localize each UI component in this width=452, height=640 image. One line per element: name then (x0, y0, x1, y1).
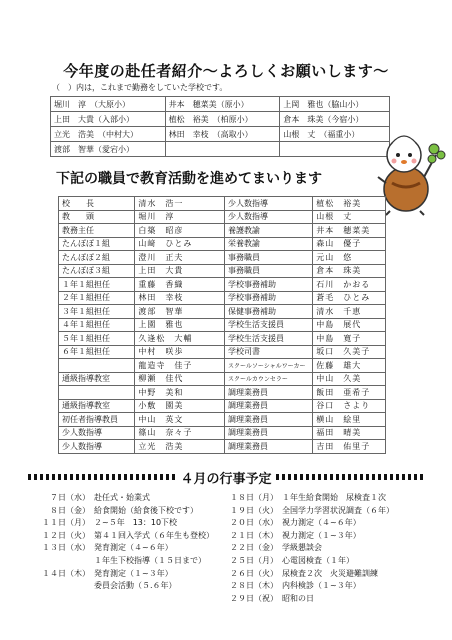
roster-row (59, 237, 386, 251)
name-cell: 澄川 正夫 (135, 251, 225, 265)
role-cell: 調理業務員 (224, 386, 312, 400)
event-item (20, 568, 220, 581)
event-item (20, 555, 220, 568)
role-cell: 通級指導教室 (59, 399, 135, 413)
name-cell: 堀川 淳 (135, 210, 225, 224)
name-cell: 柳瀬 佳代 (135, 372, 225, 386)
name-cell: 山﨑 ひとみ (135, 237, 225, 251)
name-cell: 篠山 奈々子 (135, 426, 225, 440)
staff-cell: 井本 穂菜美（原小） (165, 97, 280, 112)
role-cell: スクールカウンセラー (224, 372, 312, 386)
name-cell: 横山 絵里 (313, 413, 386, 427)
role-cell: 調理業務員 (224, 399, 312, 413)
role-cell: １年１組担任 (59, 278, 135, 292)
name-cell: 吉田 佑里子 (313, 440, 386, 454)
role-cell: スクールソーシャルワーカー (224, 359, 312, 373)
event-text: 給食開始（給食後下校です） (94, 505, 198, 515)
event-text: 赴任式・始業式 (94, 493, 150, 502)
name-cell: 福田 晴美 (313, 426, 386, 440)
name-cell: 渡部 智華 (135, 305, 225, 319)
event-item (222, 593, 442, 606)
roster-row (59, 426, 386, 440)
staff-cell: 堀川 淳 （大原小） (51, 97, 166, 112)
role-cell: 少人数指導 (224, 210, 312, 224)
event-date: ２２日（金） (230, 543, 278, 553)
name-cell: 倉本 珠美 (313, 264, 386, 278)
roster-row (59, 399, 386, 413)
role-cell: 通級指導教室 (59, 372, 135, 386)
name-cell: 小敷 園美 (135, 399, 225, 413)
role-cell: たんぽぽ２組 (59, 251, 135, 265)
staff-row (51, 112, 390, 127)
event-text: 内科検診（１~３年） (282, 581, 361, 591)
event-text: 第４１回入学式（６年生も登校） (94, 530, 214, 540)
event-text: 心電図検査（１年） (282, 555, 354, 565)
name-cell: 飯田 亜希子 (313, 386, 386, 400)
name-cell: 佐藤 雄大 (313, 359, 386, 373)
roster-row (59, 305, 386, 319)
role-cell: ５年１組担任 (59, 332, 135, 346)
roster-row (59, 413, 386, 427)
staff-row (51, 142, 390, 157)
staff-cell: 林田 幸枝 （高取小） (165, 127, 280, 142)
event-text: ２~５年 13：10下校 (94, 518, 178, 528)
roster-row (59, 291, 386, 305)
event-date: ７日（水） (50, 493, 90, 502)
event-date: ２０日（水） (230, 518, 278, 528)
role-cell: ２年１組担任 (59, 291, 135, 305)
event-item (222, 505, 442, 518)
name-cell: 中山 久美 (313, 372, 386, 386)
name-cell: 白築 昭彦 (135, 224, 225, 238)
staff-roster-table (58, 196, 386, 454)
name-cell: 坂口 久美子 (313, 345, 386, 359)
role-cell: 学校事務補助 (224, 291, 312, 305)
event-text: 昭和の日 (282, 593, 314, 603)
staff-cell: 立光 浩美 （中村大） (51, 127, 166, 142)
staff-row (51, 97, 390, 112)
event-date (20, 555, 94, 568)
page-title: 今年度の赴任者紹介～よろしくお願いします～ (63, 62, 389, 80)
event-text: 視力測定（１~３年） (282, 530, 361, 540)
roster-row (59, 332, 386, 346)
name-cell: 井本 穂菜美 (313, 224, 386, 238)
role-cell: 初任者指導教員 (59, 413, 135, 427)
roster-row (59, 278, 386, 292)
roster-row (59, 224, 386, 238)
name-cell: 植松 裕美 (313, 197, 386, 211)
staff-cell: 倉本 珠美（今宿小） (280, 112, 390, 127)
staff-cell: 植松 裕美 （柏原小） (165, 112, 280, 127)
event-date: ２５日（月） (230, 555, 278, 565)
role-cell: 学校事務補助 (224, 278, 312, 292)
event-item (222, 555, 442, 568)
event-text: 委員会活動（５.６年） (94, 581, 177, 591)
event-date: ２６日（火） (230, 568, 278, 578)
event-text: 学級懇談会 (282, 543, 322, 553)
role-cell (59, 359, 135, 373)
event-text: 発育測定（４~６年） (94, 543, 173, 553)
name-cell: 中村 咲歩 (135, 345, 225, 359)
name-cell: 重藤 香織 (135, 278, 225, 292)
roster-row (59, 197, 386, 211)
role-cell: 保健事務補助 (224, 305, 312, 319)
name-cell: 中島 展代 (313, 318, 386, 332)
roster-row (59, 318, 386, 332)
event-text: 視力測定（４~６年） (282, 518, 361, 528)
role-cell: 調理業務員 (224, 426, 312, 440)
role-cell: ６年１組担任 (59, 345, 135, 359)
role-cell: 少人数指導 (224, 197, 312, 211)
event-date: ２９日（祝） (230, 593, 278, 603)
event-date: １８日（月） (230, 493, 278, 502)
role-cell: 校 長 (59, 197, 135, 211)
role-cell: 学校生活支援員 (224, 318, 312, 332)
event-date: １３日（水） (42, 543, 90, 553)
roster-row (59, 372, 386, 386)
name-cell: 清水 千恵 (313, 305, 386, 319)
event-item (20, 505, 220, 518)
event-date: １２日（火） (42, 530, 90, 540)
event-item (222, 492, 442, 505)
role-cell: たんぽぽ１組 (59, 237, 135, 251)
name-cell: 清水 浩一 (135, 197, 225, 211)
event-item (222, 580, 442, 593)
note-text: （ ）内は，これまで勤務をしていた学校です。 (52, 83, 228, 92)
role-cell: ３年１組担任 (59, 305, 135, 319)
roster-row (59, 345, 386, 359)
event-item (20, 517, 220, 530)
event-text: １年生給食開始 尿検査１次 (282, 493, 386, 502)
name-cell: 山根 丈 (313, 210, 386, 224)
roster-row (59, 386, 386, 400)
staff-cell (165, 142, 280, 157)
role-cell: 少人数指導 (59, 440, 135, 454)
name-cell: 上田 大貴 (135, 264, 225, 278)
events-title: ４月の行事予定 (180, 472, 272, 487)
event-date (20, 580, 94, 593)
role-cell: 事務職員 (224, 264, 312, 278)
role-cell: ４年１組担任 (59, 318, 135, 332)
name-cell: 林田 幸枝 (135, 291, 225, 305)
name-cell: 立光 浩美 (135, 440, 225, 454)
name-cell: 久逢松 大輔 (135, 332, 225, 346)
name-cell: 石川 かおる (313, 278, 386, 292)
role-cell: 教 頭 (59, 210, 135, 224)
event-date: ２１日（木） (230, 530, 278, 540)
role-cell: 養護教諭 (224, 224, 312, 238)
event-item (20, 492, 220, 505)
name-cell: 龍造寺 佳子 (135, 359, 225, 373)
event-item (222, 517, 442, 530)
name-cell: 上園 雅也 (135, 318, 225, 332)
roster-row (59, 359, 386, 373)
event-text: １年生下校指導（１５日まで） (94, 555, 206, 565)
event-item (20, 580, 220, 593)
event-item (20, 542, 220, 555)
staff-cell: 渡部 智華（愛宕小） (51, 142, 166, 157)
name-cell: 蒼毛 ひとみ (313, 291, 386, 305)
staff-cell: 上田 大貴（入部小） (51, 112, 166, 127)
event-item (222, 568, 442, 581)
name-cell: 谷口 さより (313, 399, 386, 413)
staff-row (51, 127, 390, 142)
events-list-right (222, 492, 442, 605)
roster-row (59, 251, 386, 265)
name-cell: 森山 優子 (313, 237, 386, 251)
event-text: 発育測定（１~３年） (94, 568, 173, 578)
name-cell: 中山 英文 (135, 413, 225, 427)
role-cell: 調理業務員 (224, 440, 312, 454)
event-item (20, 530, 220, 543)
role-cell: 学校司書 (224, 345, 312, 359)
role-cell: 学校生活支援員 (224, 332, 312, 346)
role-cell: 調理業務員 (224, 413, 312, 427)
roster-row (59, 210, 386, 224)
role-cell (59, 386, 135, 400)
event-date: １９日（火） (230, 505, 278, 515)
event-text: 尿検査２次 火災避難訓練 (282, 568, 378, 578)
event-item (222, 542, 442, 555)
role-cell: 栄養教諭 (224, 237, 312, 251)
events-list-left (20, 492, 220, 593)
event-text: 全国学力学習状況調査（６年） (282, 505, 394, 515)
name-cell: 中野 美和 (135, 386, 225, 400)
event-date: １１日（月） (42, 518, 90, 528)
staff-cell: 上岡 雅也（脇山小） (280, 97, 390, 112)
event-date: ２８日（木） (230, 581, 278, 591)
name-cell: 元山 悠 (313, 251, 386, 265)
event-date: ８日（金） (50, 505, 90, 515)
event-date: １４日（木） (42, 568, 90, 578)
roster-row (59, 264, 386, 278)
staff-cell: 山根 丈 （福重小） (280, 127, 390, 142)
new-staff-table (50, 96, 390, 157)
roster-row (59, 440, 386, 454)
role-cell: 教務主任 (59, 224, 135, 238)
section-title: 下記の職員で教育活動を進めてまいります (56, 171, 322, 187)
name-cell: 中島 寛子 (313, 332, 386, 346)
role-cell: 少人数指導 (59, 426, 135, 440)
role-cell: 事務職員 (224, 251, 312, 265)
event-item (222, 530, 442, 543)
role-cell: たんぽぽ３組 (59, 264, 135, 278)
